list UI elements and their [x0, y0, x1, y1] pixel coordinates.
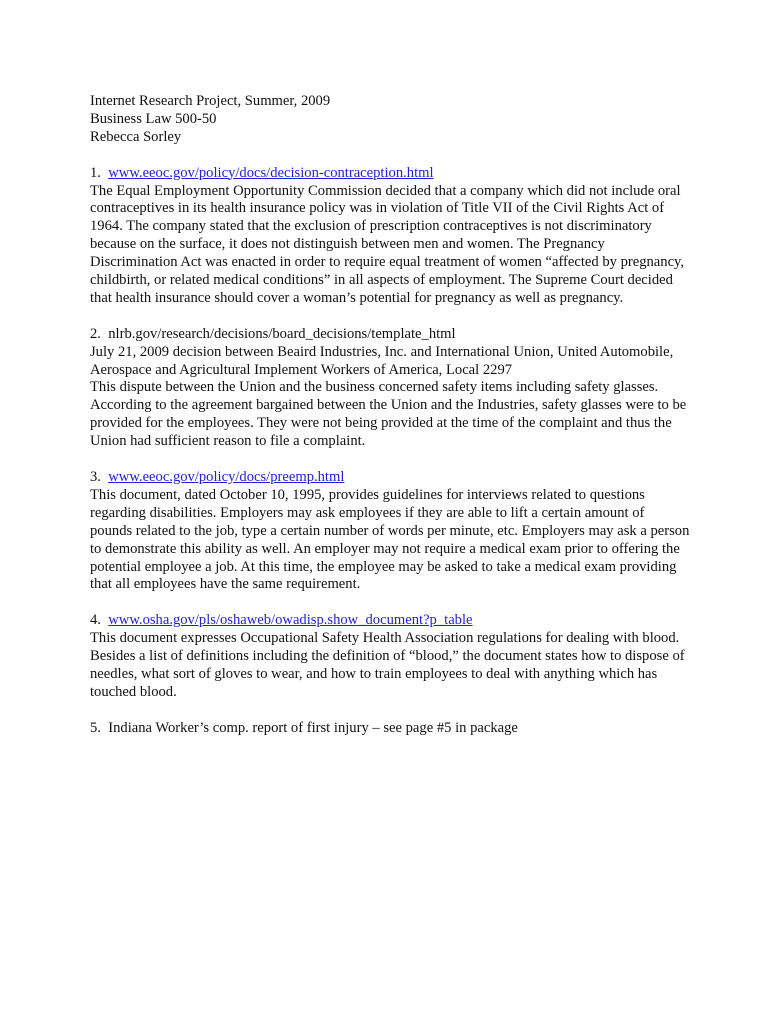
entry-5-number: 5. [90, 719, 101, 736]
entry-5-heading [90, 720, 690, 738]
entry-2-heading [90, 326, 690, 344]
document-header [90, 93, 690, 147]
entry-4 [90, 612, 690, 702]
author-name: Rebecca Sorley [90, 128, 182, 145]
entry-2-body: This dispute between the Union and the business concerned safety items including safety glasses. According to the agreement bargained between the Union and the Industries, safety glasses were to be provided for the employees. They were not being provided at the time of the complaint and thus the Union had sufficient reason to file a complaint. [90, 379, 687, 450]
entry-3-link[interactable]: www.eeoc.gov/policy/docs/preemp.html [108, 468, 345, 485]
entry-1 [90, 165, 690, 308]
document-content [90, 93, 690, 738]
entry-1-body: The Equal Employment Opportunity Commission decided that a company which did not include oral contraceptives in its health insurance policy was in violation of Title VII of the Civil Rights Act of 1964. The company stated that the exclusion of prescription contraceptives is not discriminatory because on the surface, it does not distinguish between men and women. The Pregnancy Discrimination Act was enacted in order to require equal treatment of women “affected by pregnancy, childbirth, or related medical conditions” in all aspects of employment. The Supreme Court decided that health insurance should cover a woman’s potential for pregnancy as well as pregnancy. [90, 182, 685, 306]
entry-2-number: 2. [90, 325, 101, 342]
entry-2-subtitle: July 21, 2009 decision between Beaird Industries, Inc. and International Union, United Automobile, Aerospace and Agricultural Implement Workers of America, Local 2297 [90, 343, 674, 378]
entry-3-number: 3. [90, 468, 101, 485]
project-title: Internet Research Project, Summer, 2009 [90, 93, 331, 109]
entry-3 [90, 469, 690, 594]
entry-4-body: This document expresses Occupational Safety Health Association regulations for dealing with blood. Besides a list of definitions including the definition of “blood,” the document states how to dispose of needles, what sort of gloves to wear, and how to train employees to deal with anything which has touched blood. [90, 630, 685, 700]
entry-4-heading [90, 612, 690, 630]
entry-1-link[interactable]: www.eeoc.gov/policy/docs/decision-contraception.html [108, 164, 434, 181]
entry-4-link[interactable]: www.osha.gov/pls/oshaweb/owadisp.show_document?p_table [108, 612, 473, 629]
entry-3-heading [90, 469, 690, 487]
entry-5-text: Indiana Worker’s comp. report of first injury – see page #5 in package [108, 719, 518, 736]
entry-3-body: This document, dated October 10, 1995, provides guidelines for interviews related to questions regarding disabilities. Employers may ask employees if they are able to lift a certain amount of pounds related to the job, type a certain number of words per minute, etc. Employers may ask a person to demonstrate this ability as well. An employer may not require a medical exam prior to offering the potential employee a job. At this time, the employee may be asked to take a medical exam providing that all employees have the same requirement. [90, 486, 690, 593]
entry-1-heading [90, 165, 690, 183]
entry-2 [90, 326, 690, 451]
entry-2-source: nlrb.gov/research/decisions/board_decisions/template_html [108, 325, 456, 342]
entry-5 [90, 720, 690, 738]
course-name: Business Law 500-50 [90, 110, 217, 127]
entry-1-number: 1. [90, 164, 101, 181]
entry-4-number: 4. [90, 612, 101, 629]
